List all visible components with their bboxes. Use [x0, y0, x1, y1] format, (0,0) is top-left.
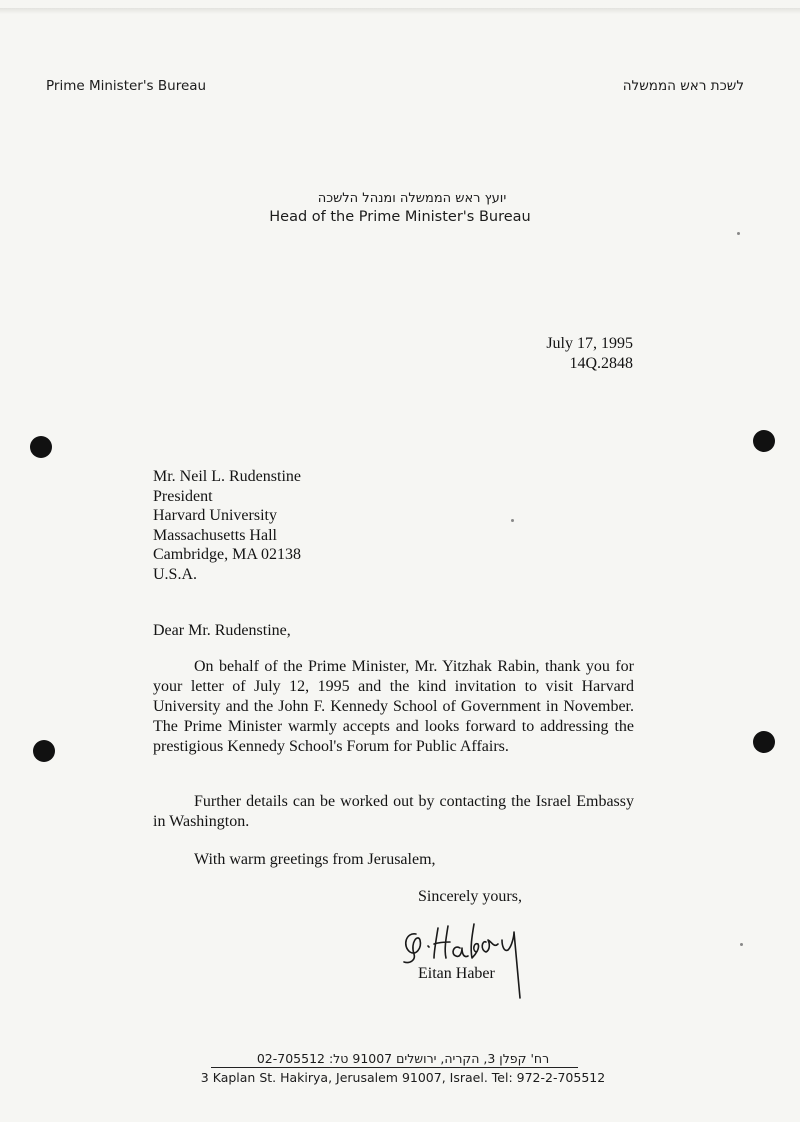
paper-speck: [740, 943, 743, 946]
footer-address-hebrew: רח' קפלן 3, הקריה, ירושלים 91007 טל: 02-705512: [256, 1051, 550, 1066]
body-paragraph-1: On behalf of the Prime Minister, Mr. Yitzhak Rabin, thank you for your letter of July 12, 1995 and the kind invitation to visit Harvard University and the John F. Kennedy School of Government in November. The Prime Minister warmly accepts and looks forward to addressing the prestigious Kennedy School's Forum for Public Affairs.: [153, 658, 634, 755]
recipient-line: President: [153, 487, 213, 505]
recipient-address: [153, 467, 301, 584]
punch-hole: [753, 731, 775, 753]
paper-speck: [737, 232, 740, 235]
handwritten-signature: [398, 912, 538, 1012]
recipient-line: Harvard University: [153, 507, 277, 524]
closing-greeting: With warm greetings from Jerusalem,: [194, 851, 436, 868]
footer-divider: [211, 1067, 578, 1068]
recipient-line: Cambridge, MA 02138: [153, 546, 301, 563]
letter-date: July 17, 1995: [546, 335, 633, 352]
page-top-edge: [0, 8, 800, 14]
office-title-english: Head of the Prime Minister's Bureau: [269, 209, 531, 225]
recipient-line: U.S.A.: [153, 565, 198, 583]
signer-name: Eitan Haber: [418, 965, 495, 982]
punch-hole: [753, 430, 775, 452]
punch-hole: [33, 740, 55, 762]
recipient-line: Mr. Neil L. Rudenstine: [153, 468, 301, 485]
body-paragraph-2: Further details can be worked out by contacting the Israel Embassy in Washington.: [153, 793, 634, 830]
letterhead-bureau-hebrew: לשכת ראש הממשלה: [622, 78, 744, 94]
recipient-line: Massachusetts Hall: [153, 526, 277, 544]
date-block: [546, 334, 633, 374]
reference-number: 14Q.2848: [569, 355, 633, 372]
footer-address-english: 3 Kaplan St. Hakirya, Jerusalem 91007, Israel. Tel: 972-2-705512: [200, 1070, 606, 1085]
letterhead-bureau-english: Prime Minister's Bureau: [46, 78, 207, 94]
punch-hole: [30, 436, 52, 458]
paper-speck: [511, 519, 514, 522]
valediction: Sincerely yours,: [418, 888, 522, 905]
salutation: Dear Mr. Rudenstine,: [153, 622, 291, 639]
office-title-hebrew: יועץ ראש הממשלה ומנהל הלשכה: [317, 191, 507, 206]
